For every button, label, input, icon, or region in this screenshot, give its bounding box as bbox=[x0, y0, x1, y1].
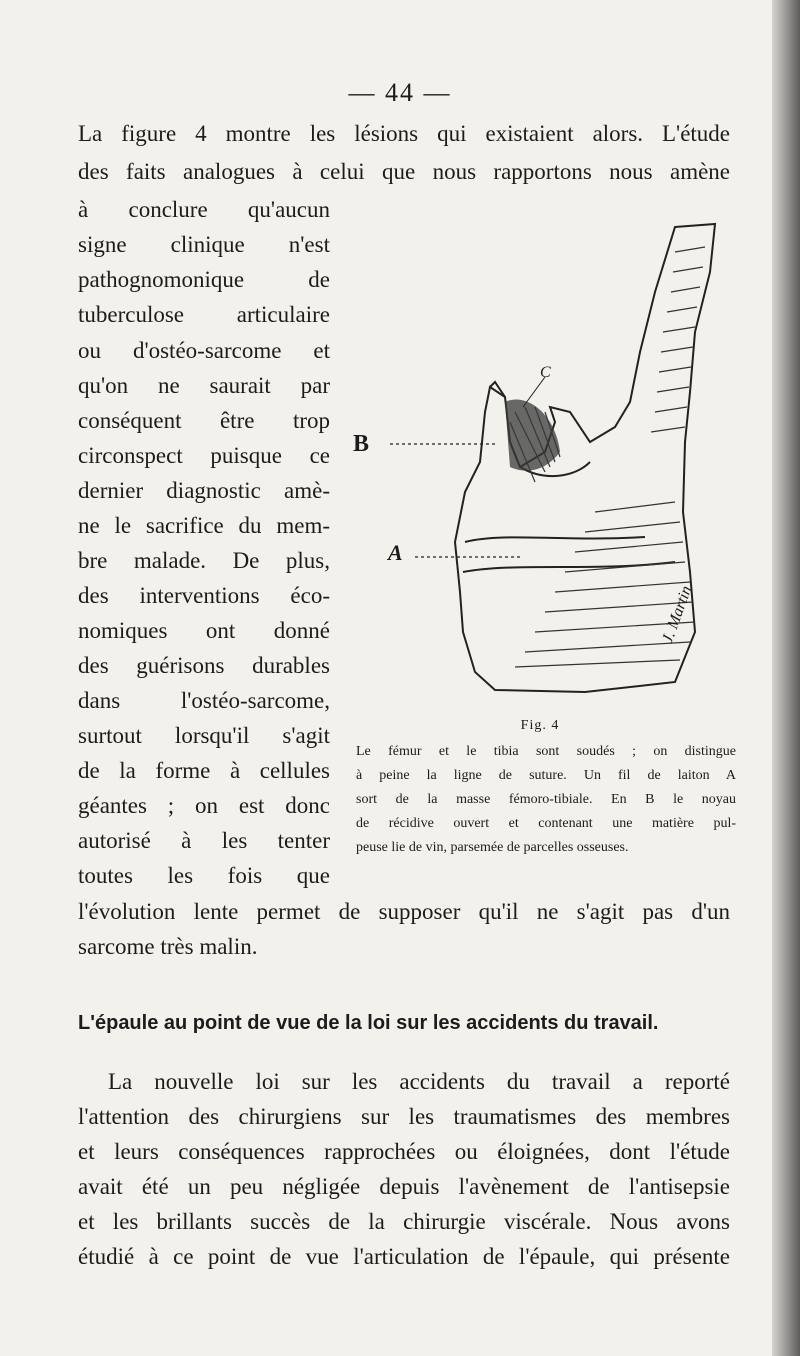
text-line: bre malade. De plus, bbox=[78, 548, 330, 573]
text-line: La nouvelle loi sur les accidents du travail a reporté bbox=[108, 1069, 730, 1094]
figure-caption-line: sort de la masse fémoro-tibiale. En B le noyau bbox=[356, 792, 736, 807]
text-line: des guérisons durables bbox=[78, 653, 330, 678]
text-line: autorisé à les tenter bbox=[78, 828, 330, 853]
text-line: sarcome très malin. bbox=[78, 934, 258, 959]
text-line: La figure 4 montre les lésions qui existaient alors. L'étude bbox=[78, 121, 730, 146]
text-line: avait été un peu négligée depuis l'avènement de l'antisepsie bbox=[78, 1174, 730, 1199]
text-line: signe clinique n'est bbox=[78, 232, 330, 257]
text-line: pathognomonique de bbox=[78, 267, 330, 292]
section-heading: L'épaule au point de vue de la loi sur les accidents du travail. bbox=[78, 1012, 659, 1034]
text-line: nomiques ont donné bbox=[78, 618, 330, 643]
text-line: des interventions éco- bbox=[78, 583, 330, 608]
text-line: conséquent être trop bbox=[78, 408, 330, 433]
text-line: tuberculose articulaire bbox=[78, 302, 330, 327]
text-line: circonspect puisque ce bbox=[78, 443, 330, 468]
text-line: étudié à ce point de vue l'articulation de l'épaule, qui présente bbox=[78, 1244, 730, 1269]
text-line: dans l'ostéo-sarcome, bbox=[78, 688, 330, 713]
figure-label-c: C bbox=[540, 364, 551, 381]
text-line: géantes ; on est donc bbox=[78, 793, 330, 818]
figure-label-b: B bbox=[353, 431, 370, 457]
text-line: à conclure qu'aucun bbox=[78, 197, 330, 222]
figure-caption-line: de récidive ouvert et contenant une matière pul- bbox=[356, 816, 736, 831]
figure-label-a: A bbox=[388, 540, 403, 565]
text-line: et les brillants succès de la chirurgie viscérale. Nous avons bbox=[78, 1209, 730, 1234]
text-line: qu'on ne saurait par bbox=[78, 373, 330, 398]
text-line: de la forme à cellules bbox=[78, 758, 330, 783]
artist-signature: J. Martin bbox=[659, 583, 696, 646]
figure-caption-line: à peine la ligne de suture. Un fil de laiton A bbox=[356, 768, 736, 783]
text-line: des faits analogues à celui que nous rapportons nous amène bbox=[78, 159, 730, 184]
figure-caption-line: peuse lie de vin, parsemée de parcelles osseuses. bbox=[356, 840, 629, 855]
page-edge-shadow bbox=[772, 0, 800, 1356]
text-line: toutes les fois que bbox=[78, 863, 330, 888]
figure-caption-line: Le fémur et le tibia sont soudés ; on distingue bbox=[356, 744, 736, 759]
text-line: surtout lorsqu'il s'agit bbox=[78, 723, 330, 748]
text-line: et leurs conséquences rapprochées ou éloignées, dont l'étude bbox=[78, 1139, 730, 1164]
figure-title: Fig. 4 bbox=[520, 718, 560, 733]
text-line: ne le sacrifice du mem- bbox=[78, 513, 330, 538]
text-line: ou d'ostéo-sarcome et bbox=[78, 338, 330, 363]
text-line: dernier diagnostic amè- bbox=[78, 478, 330, 503]
page-number: — 44 — bbox=[348, 78, 452, 107]
text-line: l'attention des chirurgiens sur les traumatismes des membres bbox=[78, 1104, 730, 1129]
text-line: l'évolution lente permet de supposer qu'il ne s'agit pas d'un bbox=[78, 899, 730, 924]
